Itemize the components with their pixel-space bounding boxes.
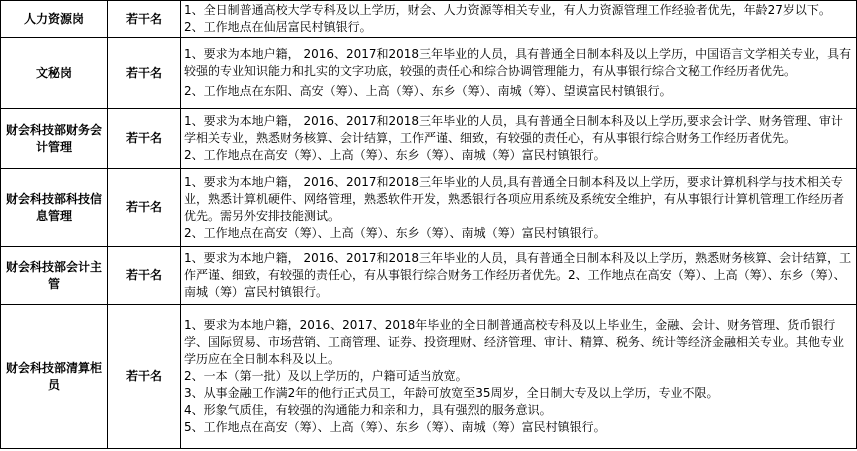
requirements-cell — [181, 169, 857, 247]
requirements-cell — [181, 109, 857, 169]
requirement-line: 4、形象气质佳，有较强的沟通能力和亲和力，具有强烈的服务意识。 — [184, 403, 552, 417]
requirement-line: 2、工作地点在东阳、高安（筹）、上高（筹）、东乡（筹）、南城（筹）、望谟富民村镇银行。 — [184, 84, 672, 98]
position-cell: 人力资源岗 — [1, 1, 108, 38]
requirement-line: 2、工作地点在仙居富民村镇银行。 — [184, 20, 372, 34]
requirements-cell — [181, 305, 857, 449]
requirements-cell — [181, 38, 857, 109]
table-row — [1, 38, 857, 109]
requirement-line: 1、要求为本地户籍， 2016、2017和2018三年毕业的人员，具有普通全日制本科及以上学历,要求会计学、财务管理、审计学相关专业，熟悉财务核算、会计结算，工作严谨、细致，有较强的责任心，有从事银行综合财务工作经历者优先。 — [184, 114, 843, 145]
requirement-line: 1、要求为本地户籍， 2016、2017和2018三年毕业的人员,具有普通全日制本科及以上学历，要求计算机科学与技术相关专业，熟悉计算机硬件、网络管理，熟悉软件开发，熟悉银行各项应用系统及系统安全维护，有从事银行计算机管理工作经历者优先。需另外安排技能测试。 — [184, 174, 845, 223]
count-cell: 若干名 — [108, 109, 181, 169]
requirement-line: 2、工作地点在高安（筹）、上高（筹）、东乡（筹）、南城（筹）富民村镇银行。 — [184, 148, 606, 162]
requirement-line: 1、要求为本地户籍，2016、2017、2018年毕业的全日制普通高校专科及以上毕业生，金融、会计、财务管理、货币银行学、国际贸易、市场营销、工商管理、证券、投资理财、经济管理、审计、精算、税务、统计等经济金融相关专业。其他专业学历应在全日制本科及以上。 — [184, 318, 845, 366]
requirement-line: 1、要求为本地户籍， 2016、2017和2018三年毕业的人员，具有普通全日制本科及以上学历，熟悉财务核算、会计结算，工作严谨、细致，有较强的责任心，有从事银行综合财务工作经历者优先。2、工作地点在高安（筹）、上高（筹）、东乡（筹）、南城（筹）富民村镇银行。 — [184, 251, 852, 299]
requirement-line: 2、工作地点在高安（筹）、上高（筹）、东乡（筹）、南城（筹）富民村镇银行。 — [184, 225, 606, 240]
table-row — [1, 109, 857, 169]
table-row — [1, 247, 857, 305]
requirement-line: 1、要求为本地户籍， 2016、2017和2018三年毕业的人员，具有普通全日制本科及以上学历，中国语言文学相关专业，具有较强的专业知识能力和扎实的文字功底，较强的责任心和综合协调管理能力，有从事银行综合文秘工作经历者优先。 — [184, 47, 852, 78]
requirements-cell — [181, 1, 857, 38]
table-row — [1, 305, 857, 449]
requirement-line: 3、从事金融工作满2年的他行正式员工，年龄可放宽至35周岁，全日制大专及以上学历，专业不限。 — [184, 386, 719, 400]
count-cell: 若干名 — [108, 305, 181, 449]
count-cell: 若干名 — [108, 1, 181, 38]
position-cell: 财会科技部会计主管 — [1, 247, 108, 305]
requirement-line: 1、全日制普通高校大学专科及以上学历，财会、人力资源等相关专业，有人力资源管理工作经验者优先，年龄27岁以下。 — [184, 3, 831, 17]
requirement-line: 2、一本（第一批）及以上学历的，户籍可适当放宽。 — [184, 369, 468, 383]
table-row — [1, 1, 857, 38]
count-cell: 若干名 — [108, 247, 181, 305]
position-cell: 财会科技部财务会计管理 — [1, 109, 108, 169]
count-cell: 若干名 — [108, 169, 181, 247]
requirement-line: 5、工作地点在高安（筹）、上高（筹）、东乡（筹）、南城（筹）富民村镇银行。 — [184, 420, 606, 434]
count-cell: 若干名 — [108, 38, 181, 109]
position-cell: 文秘岗 — [1, 38, 108, 109]
position-cell: 财会科技部清算柜员 — [1, 305, 108, 449]
requirements-cell — [181, 247, 857, 305]
position-cell: 财会科技部科技信息管理 — [1, 169, 108, 247]
table-row — [1, 169, 857, 247]
